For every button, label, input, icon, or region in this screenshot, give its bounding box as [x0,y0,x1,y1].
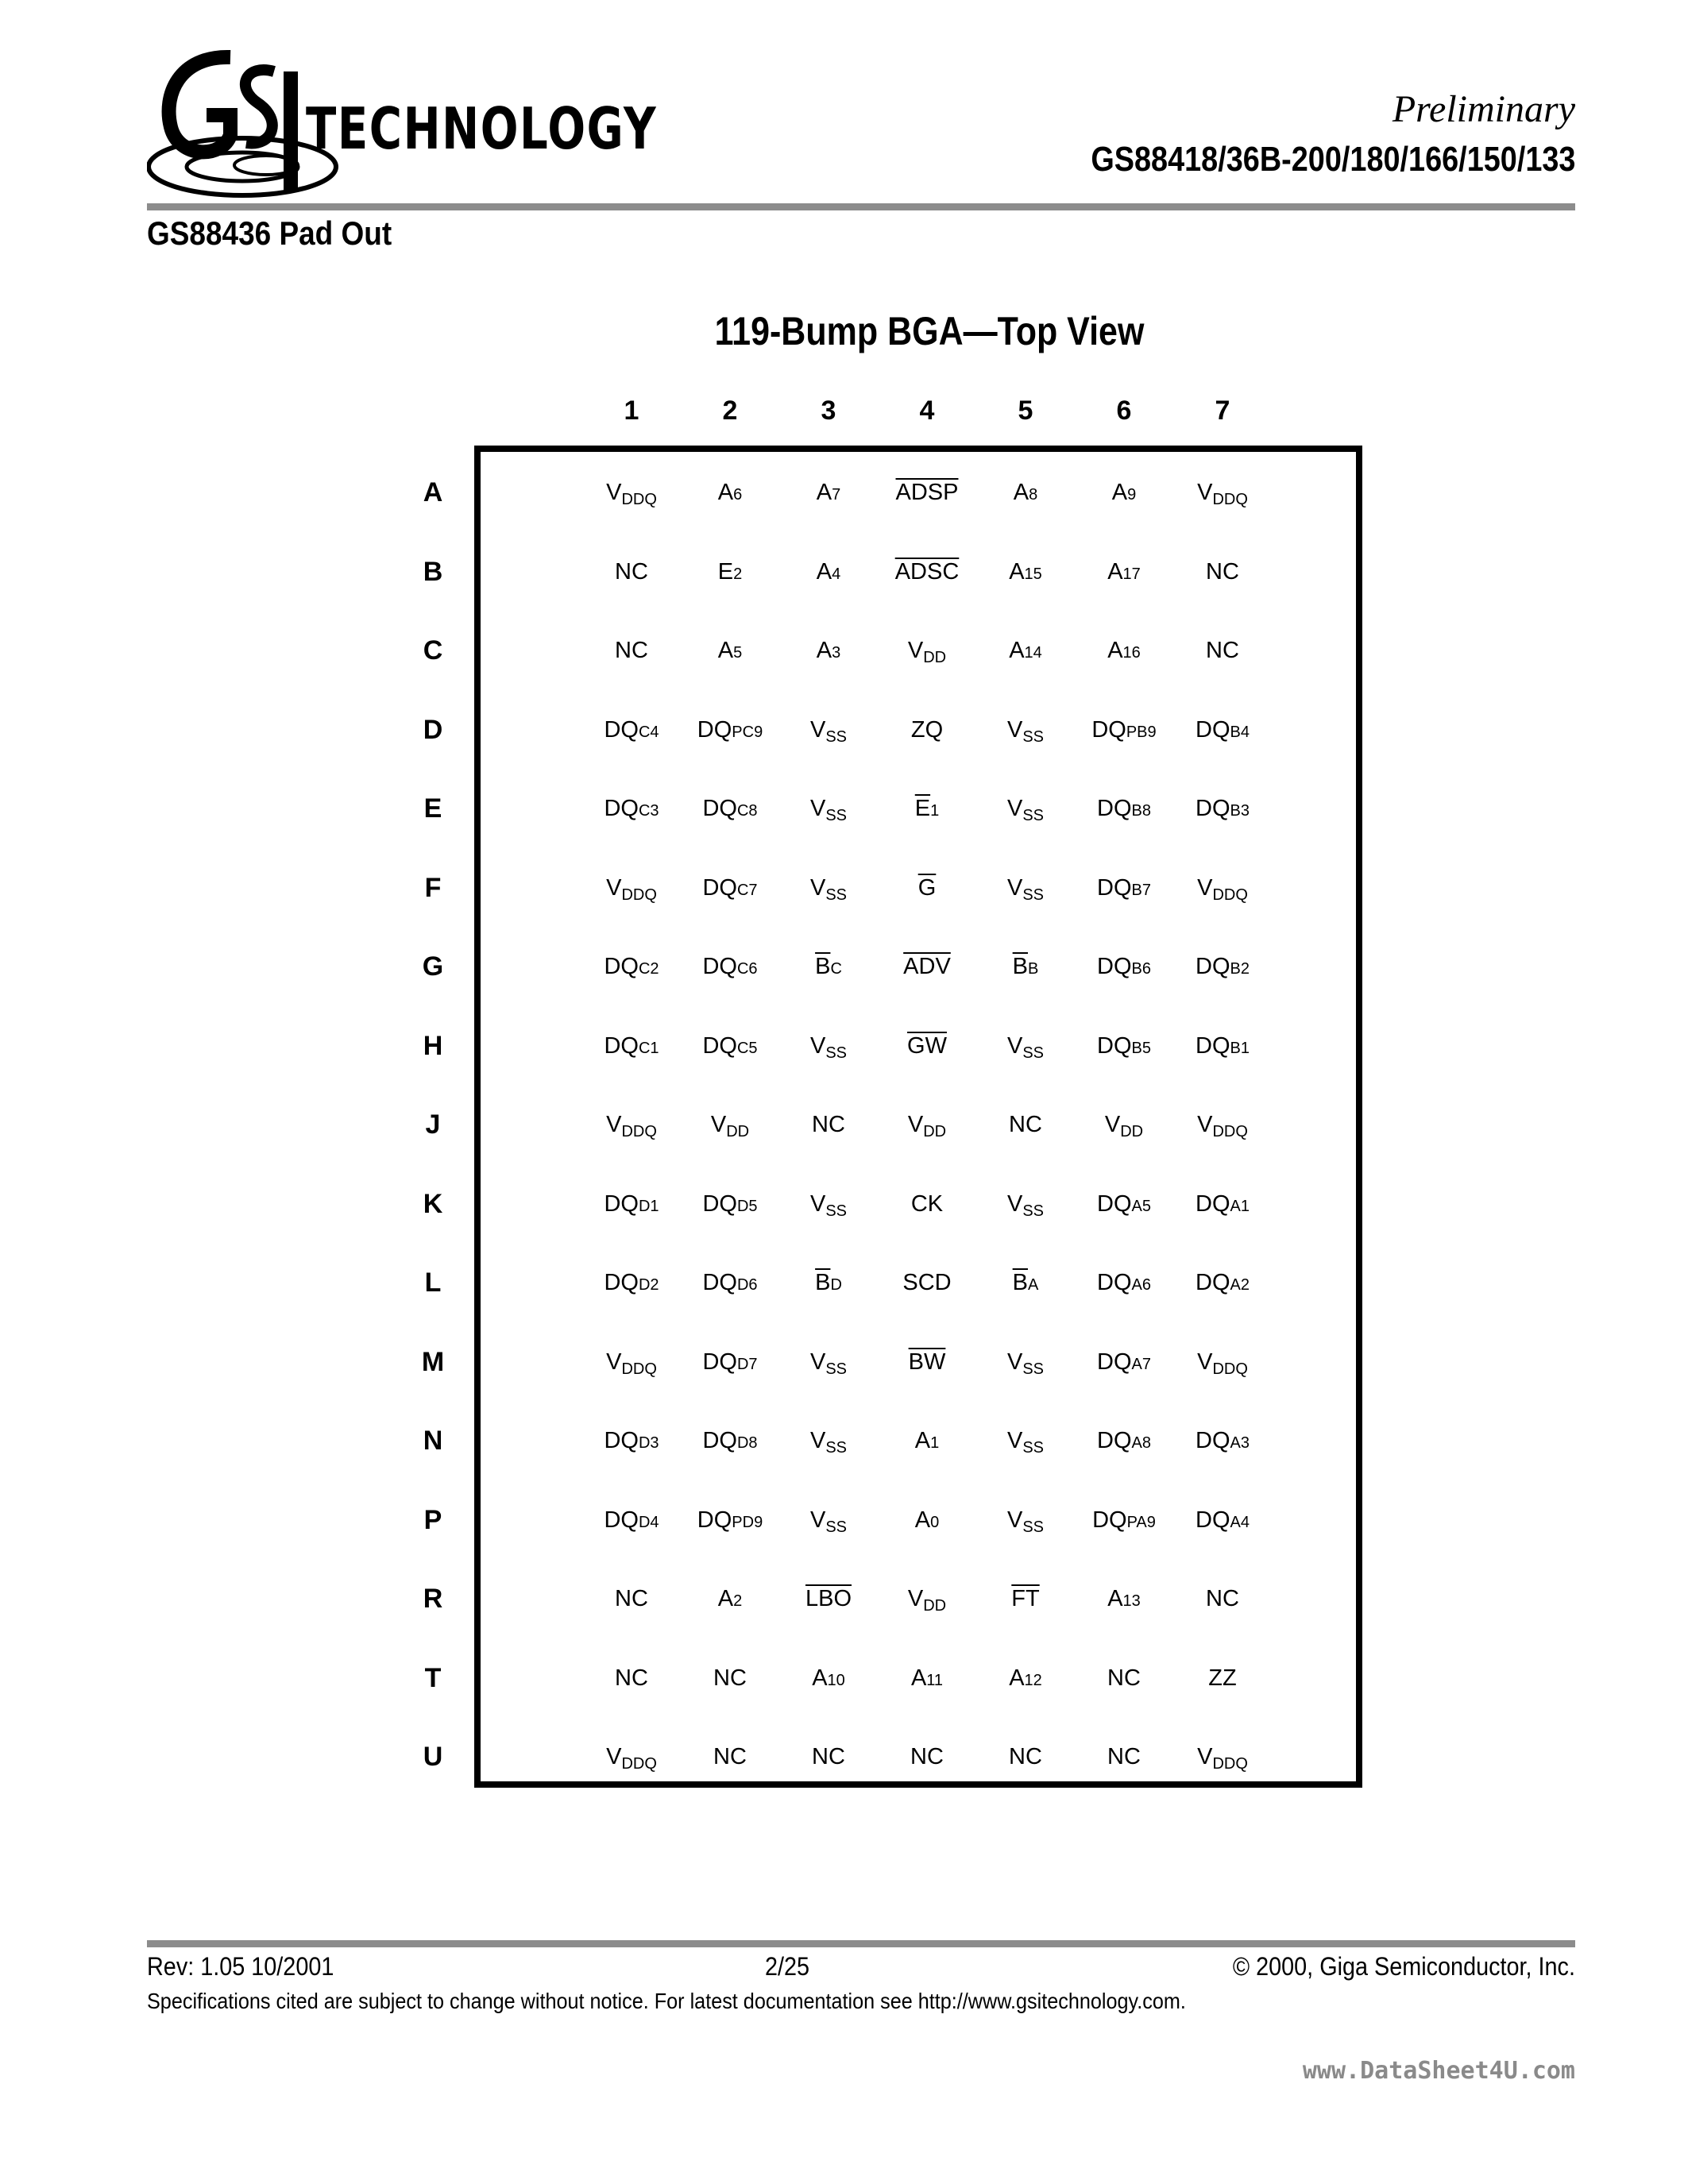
row-label: L [424,1268,442,1298]
pin-suffix: D8 [736,1434,758,1452]
pin-name: A [816,638,832,663]
pin-name: DQ [702,1428,737,1453]
pin-name: DQ [1196,1428,1230,1453]
pin-suffix: DDQ [621,1755,657,1773]
pin-name: $\overline{FT}$ [1011,1586,1040,1611]
pin-name: SCD [902,1270,952,1295]
pin-name: A [910,1665,927,1691]
pin-name: V [1006,1349,1023,1375]
pin-suffix: SS [825,1044,848,1062]
pin-name: V [1197,874,1213,901]
pin-suffix: C [830,960,842,978]
pin-name: V [809,874,826,901]
pin-name: NC [1206,558,1239,585]
pin-name: $\overline{LBO}$ [805,1586,852,1611]
column-label: 4 [919,396,935,426]
column-label: 6 [1116,396,1132,426]
package-outline [474,446,1362,1788]
pin-suffix: 15 [1024,565,1042,583]
column-label: 3 [821,396,836,426]
pin-name: DQ [1097,1428,1132,1453]
pin-name: NC [713,1744,747,1769]
pin-name: DQ [604,1428,639,1453]
pin-name: NC [812,1112,845,1137]
pin-suffix: D2 [638,1276,659,1294]
pin-suffix: DDQ [1212,1360,1248,1378]
pin-suffix: D6 [736,1276,758,1294]
pin-suffix: DD [923,649,947,666]
pin-name: V [809,1507,826,1533]
pin-name: V [1006,1190,1023,1217]
pin-suffix: DD [923,1123,947,1140]
pin-name: V [907,1586,924,1611]
company-logo [147,48,658,206]
pin-suffix: SS [825,1518,848,1536]
pin-suffix: D1 [638,1197,659,1215]
row-label: N [423,1426,443,1456]
pin-name: DQ [702,1032,737,1059]
pin-name: A [1009,638,1025,663]
pin-name: V [710,1112,727,1137]
pin-suffix: DDQ [1212,1123,1248,1140]
pin-suffix: B3 [1230,802,1250,820]
pin-suffix: 9 [1127,486,1137,504]
pin-suffix: DDQ [621,1123,657,1140]
pin-suffix: DDQ [621,491,657,508]
row-label: H [423,1030,443,1061]
pin-suffix: 2 [733,565,743,583]
pin-suffix: C3 [638,802,659,820]
pin-suffix: A1 [1230,1197,1250,1215]
pin-suffix: SS [825,807,848,824]
pin-suffix: SS [1022,886,1045,904]
pin-suffix: D [830,1276,842,1294]
pin-suffix: DDQ [1212,886,1248,904]
pin-suffix: SS [1022,1518,1045,1536]
pin-suffix: B8 [1131,802,1151,820]
pin-suffix: SS [1022,1439,1045,1457]
pin-suffix: 1 [930,802,940,820]
pin-name: A [1107,1586,1123,1611]
pin-name: E [717,558,734,585]
pin-name: DQ [1196,1032,1230,1059]
pin-suffix: 0 [930,1513,940,1531]
row-label: C [423,635,443,666]
pin-suffix: PD9 [732,1513,763,1531]
row-label: U [423,1742,443,1772]
pin-name: DQ [702,1349,737,1375]
pin-suffix: 1 [930,1434,940,1452]
pin-suffix: A7 [1131,1355,1151,1373]
pin-suffix: B5 [1131,1039,1151,1057]
pin-name: NC [615,1586,648,1611]
pin-suffix: B4 [1230,723,1250,741]
row-label: F [424,872,442,903]
pin-suffix: DD [726,1123,750,1140]
pin-name: DQ [1196,796,1230,821]
pin-name: NC [1107,1744,1141,1769]
pin-name: A [1107,638,1123,663]
pin-name: DQ [1097,1032,1132,1059]
pin-suffix: D7 [736,1355,758,1373]
pin-name: DQ [604,1032,639,1059]
pin-name: V [1006,1507,1023,1533]
pin-name: A [1013,480,1029,505]
pin-name: DQ [702,1190,737,1217]
pin-suffix: DD [923,1597,947,1615]
row-label: B [423,556,443,587]
pin-name: $\overline{B}$ [1012,954,1028,979]
pin-suffix: D4 [638,1513,659,1531]
pin-suffix: SS [1022,727,1045,746]
pin-name: V [606,1349,622,1375]
pin-suffix: A2 [1230,1276,1250,1294]
pin-name: NC [713,1665,747,1691]
footer-rule [147,1940,1575,1947]
pin-name: NC [615,1665,648,1691]
pin-name: V [1006,1032,1023,1059]
pin-suffix: C2 [638,960,659,978]
pin-name: DQ [604,1507,639,1533]
row-label: P [423,1504,442,1535]
pin-suffix: 11 [926,1671,944,1689]
pin-suffix: SS [825,1202,848,1220]
copyright: © 2000, Giga Semiconductor, Inc. [1232,1952,1575,1981]
pin-name: V [809,1349,826,1375]
pin-name: $\overline{ADV}$ [903,954,951,979]
pin-name: DQ [1196,716,1230,743]
pin-name: A [1009,558,1025,585]
pin-name: NC [1206,638,1239,663]
pin-name: V [1197,1349,1213,1375]
column-label: 5 [1018,396,1033,426]
pin-name: NC [1206,1586,1239,1611]
pin-name: DQ [604,954,639,979]
pin-name: V [809,716,826,743]
row-label: G [422,951,444,982]
pin-suffix: B6 [1131,960,1151,978]
section-title: GS88436 Pad Out [147,214,392,252]
pin-name: V [907,1112,924,1137]
pin-suffix: SS [825,1360,848,1378]
pin-name: V [809,1190,826,1217]
pin-name: DQ [1196,1190,1230,1217]
pin-name: V [606,480,622,505]
header-rule [147,203,1575,210]
pin-name: $\overline{E}$ [914,796,931,821]
pin-name: DQ [1091,716,1126,743]
pin-name: $\overline{B}$ [815,1270,831,1295]
pin-suffix: SS [825,886,848,904]
logo-wordmark: TECHNOLOGY [306,95,658,162]
row-label: M [421,1346,445,1377]
pin-name: A [816,480,832,505]
pin-suffix: 5 [733,644,743,662]
pin-name: A [812,1665,828,1691]
pin-name: A [914,1428,931,1453]
watermark: www.DataSheet4U.com [1302,2057,1575,2085]
pin-name: A [914,1507,931,1533]
row-label: J [425,1109,441,1140]
pin-name: ADSP [895,480,959,505]
pin-suffix: DD [1120,1123,1144,1140]
pin-suffix: 7 [832,486,841,504]
pin-suffix: C7 [736,881,758,899]
pin-suffix: B [1028,960,1039,978]
pin-name: DQ [1196,1270,1230,1295]
row-label: T [424,1662,442,1693]
pin-name: DQ [604,796,639,821]
pin-suffix: C6 [736,960,758,978]
pin-name: NC [1009,1744,1042,1769]
pin-suffix: 8 [1029,486,1038,504]
pin-name: DQ [702,874,737,901]
pin-suffix: 3 [832,644,841,662]
pin-name: $\overline{G}$ [917,874,937,901]
row-label: R [423,1584,443,1614]
pin-name: V [907,638,924,663]
pin-name: V [1006,874,1023,901]
pin-name: V [1197,1744,1213,1769]
pin-name: ZZ [1208,1665,1237,1691]
pin-name: A [717,1586,734,1611]
pin-name: DQ [697,1507,732,1533]
pin-name: NC [1009,1112,1042,1137]
pin-suffix: SS [1022,1360,1045,1378]
pin-name: NC [910,1744,944,1769]
pin-suffix: D5 [736,1197,758,1215]
pin-name: DQ [1097,1190,1132,1217]
pin-name: DQ [1097,874,1132,901]
pin-name: NC [1107,1665,1141,1691]
pin-name: V [809,1428,826,1453]
diagram-title: 119-Bump BGA—Top View [714,309,1145,353]
pin-name: $\overline{GW}$ [907,1032,947,1059]
part-number: GS88418/36B-200/180/166/150/133 [1090,140,1575,179]
pin-name: V [1006,796,1023,821]
pin-name: DQ [1097,1270,1132,1295]
page-number: 2/25 [765,1952,810,1981]
pin-name: V [1006,716,1023,743]
pin-name: DQ [1097,1349,1132,1375]
pin-name: A [816,558,832,585]
pin-name: V [1006,1428,1023,1453]
row-label: E [423,793,442,824]
pin-suffix: 14 [1024,644,1042,662]
pin-suffix: B2 [1230,960,1250,978]
pin-suffix: PB9 [1126,723,1157,741]
pin-suffix: 4 [832,565,841,583]
pin-suffix: DDQ [621,1360,657,1378]
pin-name: $\overline{BW}$ [908,1349,946,1375]
pin-suffix: C8 [736,802,758,820]
pin-suffix: SS [1022,1202,1045,1220]
pin-suffix: SS [825,727,848,746]
pin-suffix: A8 [1131,1434,1151,1452]
pin-suffix: C5 [736,1039,758,1057]
pin-name: $\overline{B}$ [1012,1270,1028,1295]
pin-suffix: PA9 [1126,1513,1156,1531]
pin-name: DQ [1097,954,1132,979]
pin-name: V [1104,1112,1121,1137]
pin-suffix: A5 [1131,1197,1151,1215]
pin-suffix: 10 [827,1671,845,1689]
pin-suffix: DDQ [1212,491,1248,508]
pin-suffix: SS [1022,807,1045,824]
revision-info: Rev: 1.05 10/2001 [147,1952,334,1981]
pin-suffix: A3 [1230,1434,1250,1452]
pin-suffix: A4 [1230,1513,1250,1531]
document-status: Preliminary [1392,88,1575,130]
pin-name: V [809,1032,826,1059]
pin-suffix: C4 [638,723,659,741]
pin-suffix: DDQ [621,886,657,904]
pin-name: A [717,480,734,505]
pin-suffix: D3 [638,1434,659,1452]
pin-suffix: DDQ [1212,1755,1248,1773]
pin-suffix: A [1028,1276,1039,1294]
pin-name: NC [615,558,648,585]
pin-suffix: 6 [733,486,743,504]
column-label: 2 [722,396,738,426]
pin-suffix: 16 [1122,644,1141,662]
row-label: K [423,1188,443,1219]
pin-name: NC [615,638,648,663]
pin-name: DQ [1097,796,1132,821]
pin-suffix: SS [825,1439,848,1457]
pin-name: $\overline{B}$ [815,954,831,979]
pin-name: ZQ [910,716,944,743]
pin-name: DQ [604,1270,639,1295]
column-label: 1 [624,396,639,426]
pin-name: DQ [1092,1507,1127,1533]
pin-suffix: C1 [638,1039,659,1057]
pin-name: CK [910,1190,944,1217]
pin-name: DQ [702,1270,737,1295]
pin-name: DQ [1196,954,1230,979]
row-label: A [423,477,443,507]
pin-name: A [717,638,734,663]
row-label: D [423,714,443,745]
pin-name: DQ [697,716,732,743]
pin-suffix: 13 [1122,1592,1141,1610]
pin-name: DQ [604,1190,639,1217]
pin-name: V [809,796,826,821]
pin-name: V [606,1112,622,1137]
pin-name: A [1111,480,1128,505]
pin-name: DQ [1196,1507,1230,1533]
pin-name: ADSC [894,558,960,585]
pin-name: DQ [702,796,737,821]
pin-suffix: A6 [1131,1276,1151,1294]
pin-suffix: B1 [1230,1039,1250,1057]
pin-name: A [1107,558,1123,585]
pin-name: DQ [604,716,639,743]
pin-name: V [606,1744,622,1769]
pin-suffix: SS [1022,1044,1045,1062]
pin-name: DQ [702,954,737,979]
pin-suffix: 2 [733,1592,743,1610]
pin-suffix: 12 [1024,1671,1042,1689]
pin-name: V [1197,1112,1213,1137]
pin-suffix: PC9 [732,723,763,741]
pin-suffix: B7 [1131,881,1151,899]
pin-name: A [1009,1665,1025,1691]
pin-name: NC [812,1744,845,1769]
column-label: 7 [1215,396,1230,426]
pin-name: V [1197,480,1213,505]
pin-name: V [606,874,622,901]
footer-notice: Specifications cited are subject to change without notice. For latest documentation see http://www.gsitechnology.com. [147,1989,1186,2013]
pin-suffix: 17 [1122,565,1141,583]
